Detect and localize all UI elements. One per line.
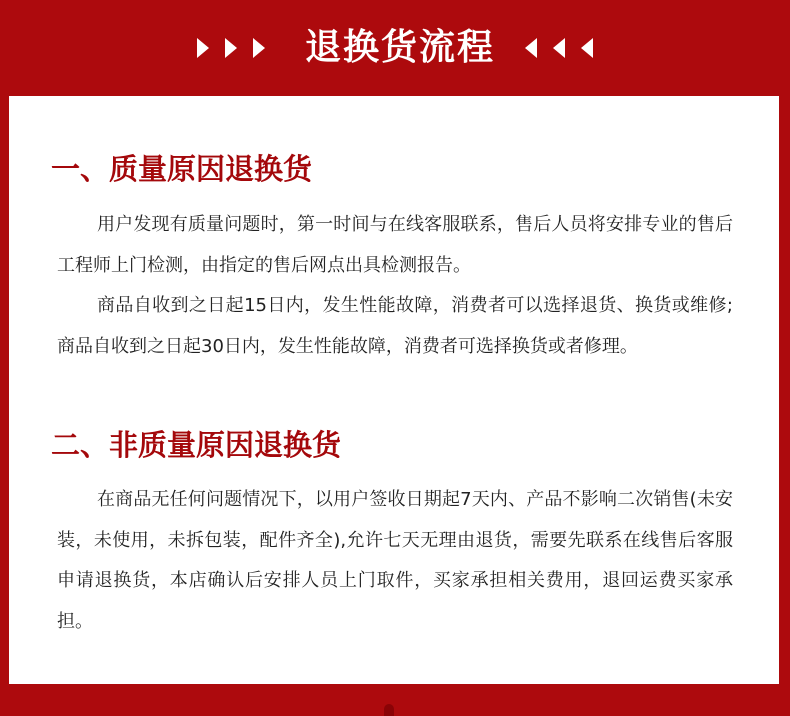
triangle-right-icon — [253, 38, 265, 58]
section-title-non-quality: 二、非质量原因退换货 — [51, 428, 342, 462]
triangle-right-icon — [197, 38, 209, 58]
bottom-decoration — [384, 704, 394, 716]
triangle-left-icon — [525, 38, 537, 58]
right-arrows — [525, 38, 593, 58]
header-banner — [0, 0, 790, 96]
section-paragraph: 在商品无任何问题情况下，以用户签收日期起7天内、产品不影响二次销售(未安装，未使用，未拆包装，配件齐全),允许七天无理由退货，需要先联系在线售后客服申请退换货，本店确认后安排人员上门取件，买家承担相关费用，退回运费买家承担。 — [57, 489, 733, 632]
section-paragraph: 用户发现有质量问题时，第一时间与在线客服联系，售后人员将安排专业的售后工程师上门检测，由指定的售后网点出具检测报告。 — [57, 214, 733, 276]
section-title-quality: 一、质量原因退换货 — [51, 152, 313, 186]
left-arrows — [197, 38, 265, 58]
section-paragraph: 商品自收到之日起15日内，发生性能故障，消费者可以选择退货、换货或维修;商品自收到之日起30日内，发生性能故障，消费者可选择换货或者修理。 — [57, 295, 733, 357]
triangle-left-icon — [581, 38, 593, 58]
triangle-left-icon — [553, 38, 565, 58]
triangle-right-icon — [225, 38, 237, 58]
content-panel — [9, 96, 779, 684]
page-title: 退换货流程 — [304, 27, 495, 68]
